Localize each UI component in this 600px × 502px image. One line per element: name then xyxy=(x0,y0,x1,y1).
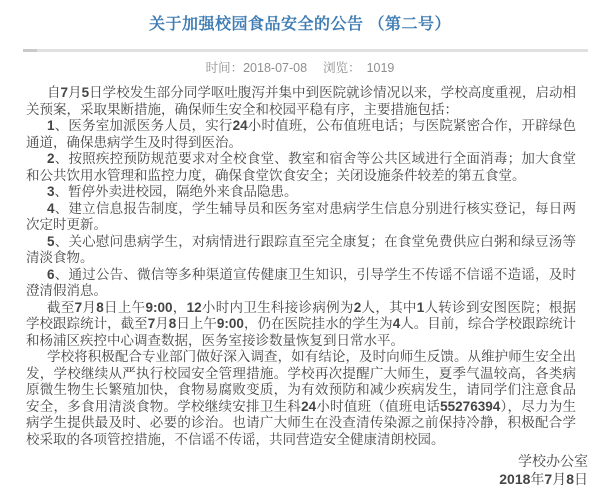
signature-date: 2018年7月8日 xyxy=(499,471,588,487)
signature-org: 学校办公室 xyxy=(518,453,588,469)
measure-item-6: 6、通过公告、微信等多种渠道宣传健康卫生知识，引导学生不传谣不信谣不造谣，及时澄清假消息。 xyxy=(26,266,576,298)
title-divider xyxy=(23,49,588,52)
meta-bar xyxy=(0,60,600,76)
intro-paragraph: 自7月5日学校发生部分同学呕吐腹泻并集中到医院就诊情况以来，学校高度重视，启动相关预案，采取果断措施，确保师生安全和校园平稳有序，主要措施包括： xyxy=(26,85,577,117)
measure-item-2: 2、按照疾控预防规范要求对全校食堂、教室和宿舍等公共区域进行全面消毒；加大食堂和公共饮用水管理和监控力度，确保食堂饮食安全；关闭设施条件较差的第五食堂。 xyxy=(26,151,576,183)
status-paragraph: 截至7月8日上午9:00，12小时内卫生科接诊病例为2人，其中1人转诊到安图医院；根据学校跟踪统计，截至7月8日上午9:00，仍在医院挂水的学生为4人。目前，综合学校跟踪统计和杨浦区疾控中心调查数据，医务室接诊数量恢复到日常水平。 xyxy=(26,299,577,348)
announcement-page xyxy=(0,12,600,502)
page-title: 关于加强校园食品安全的公告 （第二号） xyxy=(149,16,451,33)
measure-item-1: 1、医务室加派医务人员，实行24小时值班，公布值班电话；与医院紧密合作，开辟绿色通道，确保患病学生及时得到医治。 xyxy=(26,118,577,150)
closing-paragraph: 学校将积极配合专业部门做好深入调查，如有结论，及时向师生反馈。从维护师生安全出发，学校继续从严执行校园安全管理措施。学校再次提醒广大师生，夏季气温较高，各类病原微生物生长繁殖加快，食物易腐败变质，为有效预防和减少疾病发生，请同学们注意食品安全，多食用清淡食物。学校继续安排卫生科24小时值班（值班电话55276394），尽力为生病学生提供最及时、必要的诊治。也请广大师生在没查清传染源之前保持冷静，积极配合学校采取的各项管控措施，不信谣不传谣，共同营造安全健康清朗校园。 xyxy=(26,349,577,447)
meta-views-label: 浏览： xyxy=(323,61,361,75)
article-body xyxy=(26,85,576,448)
signature-block xyxy=(0,452,600,488)
measure-item-3: 3、暂停外卖进校园，隔绝外来食品隐患。 xyxy=(47,184,298,199)
meta-views-value: 1019 xyxy=(366,61,395,75)
measure-item-4: 4、建立信息报告制度，学生辅导员和医务室对患病学生信息分别进行核实登记，每日两次定时更新。 xyxy=(26,200,576,232)
measure-item-5: 5、关心慰问患病学生，对病情进行跟踪直至完全康复；在食堂免费供应白粥和绿豆汤等清淡食物。 xyxy=(26,233,576,265)
meta-time-value: 2018-07-08 xyxy=(243,61,308,75)
meta-time-label: 时间： xyxy=(205,61,244,75)
